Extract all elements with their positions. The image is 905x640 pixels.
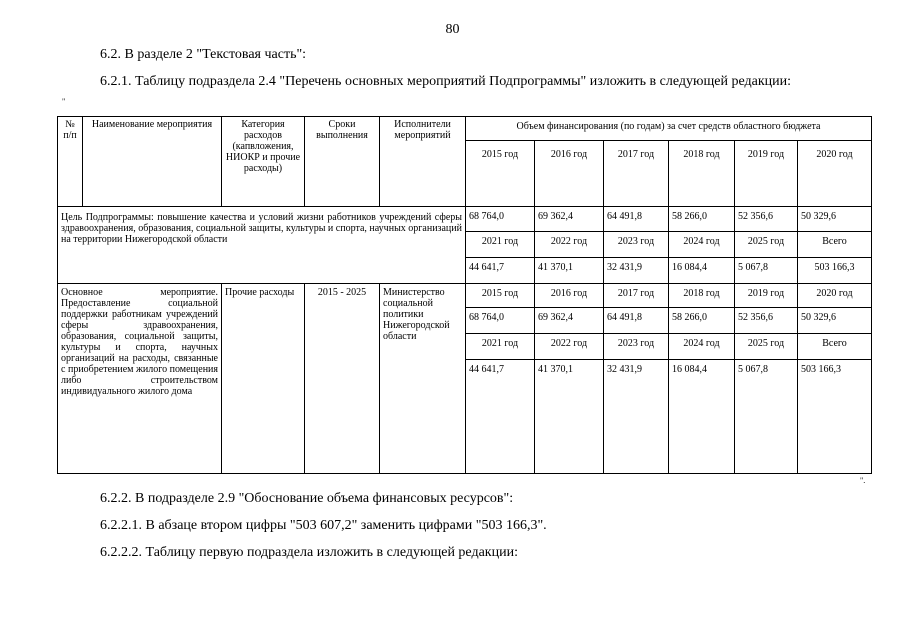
main-year: 2021 год bbox=[465, 333, 535, 360]
goal-text: Цель Подпрограммы: повышение качества и условий жизни работников учреждений сферы здравоохранения, образования, социальной защиты, культуры и спорта, научных организаций на территории Нижегородской области bbox=[57, 206, 466, 284]
goal-value: 68 764,0 bbox=[465, 206, 535, 232]
main-year: 2017 год bbox=[603, 283, 669, 308]
main-value: 68 764,0 bbox=[465, 307, 535, 334]
goal-year: 2021 год bbox=[465, 231, 535, 258]
main-value: 64 491,8 bbox=[603, 307, 669, 334]
header-period: Сроки выполнения bbox=[304, 116, 380, 207]
header-name: Наименование мероприятия bbox=[82, 116, 222, 207]
header-year: 2016 год bbox=[534, 140, 604, 207]
main-value: 50 329,6 bbox=[797, 307, 872, 334]
goal-value: 58 266,0 bbox=[668, 206, 735, 232]
page-number: 80 bbox=[445, 22, 460, 37]
header-num: № п/п bbox=[57, 116, 83, 207]
header-executors: Исполнители мероприятий bbox=[379, 116, 466, 207]
goal-value: 41 370,1 bbox=[534, 257, 604, 284]
goal-value: 32 431,9 bbox=[603, 257, 669, 284]
header-year: 2018 год bbox=[668, 140, 735, 207]
header-funding: Объем финансирования (по годам) за счет средств областного бюджета bbox=[465, 116, 872, 141]
main-activity-executor: Министерство социальной политики Нижегородской области bbox=[379, 283, 466, 474]
header-year: 2015 год bbox=[465, 140, 535, 207]
header-year: 2017 год bbox=[603, 140, 669, 207]
goal-value: 16 084,4 bbox=[668, 257, 735, 284]
header-category: Категория расходов (капвложения, НИОКР и прочие расходы) bbox=[221, 116, 305, 207]
main-value: 5 067,8 bbox=[734, 359, 798, 474]
header-year: 2019 год bbox=[734, 140, 798, 207]
paragraph-6-2-2: 6.2.2. В подразделе 2.9 "Обоснование объема финансовых ресурсов": bbox=[100, 491, 514, 506]
goal-year: 2025 год bbox=[734, 231, 798, 258]
header-year: 2020 год bbox=[797, 140, 872, 207]
main-value: 44 641,7 bbox=[465, 359, 535, 474]
main-value: 32 431,9 bbox=[603, 359, 669, 474]
main-value: 16 084,4 bbox=[668, 359, 735, 474]
paragraph-6-2: 6.2. В разделе 2 "Текстовая часть": bbox=[100, 47, 307, 62]
goal-value: 52 356,6 bbox=[734, 206, 798, 232]
goal-year: 2023 год bbox=[603, 231, 669, 258]
goal-value: 5 067,8 bbox=[734, 257, 798, 284]
main-year: 2020 год bbox=[797, 283, 872, 308]
main-year: 2024 год bbox=[668, 333, 735, 360]
paragraph-6-2-2-1: 6.2.2.1. В абзаце втором цифры "503 607,2" заменить цифрами "503 166,3". bbox=[100, 518, 547, 533]
goal-value: 50 329,6 bbox=[797, 206, 872, 232]
main-year: 2022 год bbox=[534, 333, 604, 360]
main-value: 58 266,0 bbox=[668, 307, 735, 334]
main-value: 69 362,4 bbox=[534, 307, 604, 334]
closing-quote: ". bbox=[860, 476, 866, 485]
main-activity-category: Прочие расходы bbox=[221, 283, 305, 474]
main-activity-period: 2015 - 2025 bbox=[304, 283, 380, 474]
main-year: 2015 год bbox=[465, 283, 535, 308]
main-total-label: Всего bbox=[797, 333, 872, 360]
paragraph-6-2-2-2: 6.2.2.2. Таблицу первую подраздела изложить в следующей редакции: bbox=[100, 545, 518, 560]
main-total-value: 503 166,3 bbox=[797, 359, 872, 474]
goal-year: 2024 год bbox=[668, 231, 735, 258]
goal-total-label: Всего bbox=[797, 231, 872, 258]
opening-quote: " bbox=[62, 97, 66, 106]
goal-total-value: 503 166,3 bbox=[797, 257, 872, 284]
main-year: 2023 год bbox=[603, 333, 669, 360]
main-value: 41 370,1 bbox=[534, 359, 604, 474]
goal-value: 69 362,4 bbox=[534, 206, 604, 232]
main-year: 2018 год bbox=[668, 283, 735, 308]
paragraph-6-2-1: 6.2.1. Таблицу подраздела 2.4 "Перечень основных мероприятий Подпрограммы" изложить в следующей редакции: bbox=[100, 74, 791, 89]
main-year: 2019 год bbox=[734, 283, 798, 308]
goal-value: 44 641,7 bbox=[465, 257, 535, 284]
activities-table bbox=[57, 116, 872, 474]
main-year: 2025 год bbox=[734, 333, 798, 360]
main-year: 2016 год bbox=[534, 283, 604, 308]
goal-value: 64 491,8 bbox=[603, 206, 669, 232]
goal-year: 2022 год bbox=[534, 231, 604, 258]
main-value: 52 356,6 bbox=[734, 307, 798, 334]
main-activity-name: Основное мероприятие. Предоставление социальной поддержки работникам учреждений сферы здравоохранения, образования, социальной защиты, культуры и спорта, научных организаций на расходы, связанные с приобретением жилого помещения либо строительством индивидуального жилого дома bbox=[57, 283, 222, 474]
